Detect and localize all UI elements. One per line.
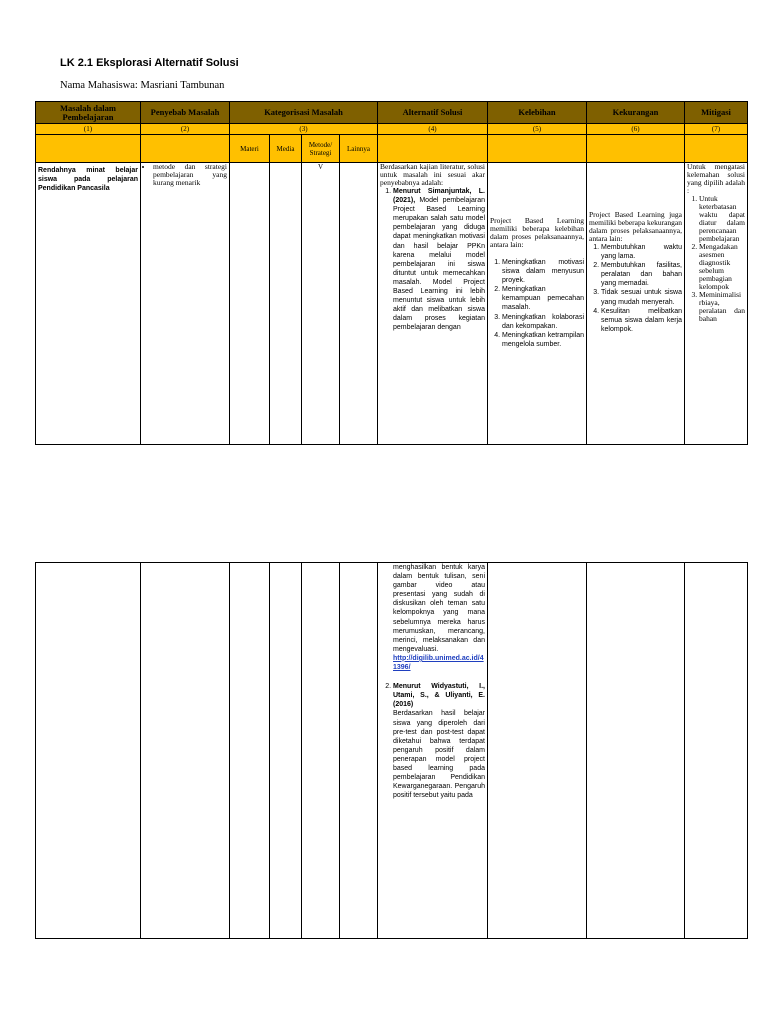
kekurangan-cell: [587, 163, 685, 445]
alternatif-ref: 2. Menurut Widyastuti, I., Utami, S., & Uliyanti, E. (2016): [393, 683, 485, 709]
reference-link[interactable]: http://digilib.unimed.ac.id/41396/: [393, 654, 484, 672]
materi-cell: [230, 163, 270, 445]
subheader-row: [36, 135, 748, 163]
materi-cell: [230, 563, 270, 939]
header-penyebab: Penyebab Masalah: [141, 102, 230, 124]
kelebihan-item: 4. Meningkatkan ketrampilan mengelola sumber.: [502, 331, 584, 349]
kelebihan-item: 1. Meningkatkan motivasi siswa dalam menyusun proyek.: [502, 258, 584, 285]
header-mitigasi: Mitigasi: [685, 102, 748, 124]
subheader-materi: Materi: [230, 135, 270, 163]
alternatif-intro: Berdasarkan kajian literatur, solusi untuk masalah ini sesuai akar penyebabnya adalah:: [380, 162, 485, 187]
mitigasi-item: 1. Untuk keterbatasan waktu dapat diatur dalam perencanaan pembelajaran: [699, 195, 745, 243]
table-row: [36, 563, 748, 939]
header-kekurangan: Kekurangan: [587, 102, 685, 124]
number-cell: (2): [141, 124, 230, 135]
masalah-cell: [36, 563, 141, 939]
alternatif-ref: Menurut Simanjuntak, L. (2021),: [393, 188, 485, 205]
header-kategorisasi: Kategorisasi Masalah: [230, 102, 378, 124]
lainnya-cell: [340, 563, 378, 939]
alternatif-cell: [378, 563, 488, 939]
number-cell: (6): [587, 124, 685, 135]
solution-table-continued: [35, 562, 748, 939]
empty-cell: [36, 135, 141, 163]
number-cell: (4): [378, 124, 488, 135]
empty-cell: [587, 135, 685, 163]
kelebihan-item: 3. Meningkatkan kolaborasi dan kekompakan.: [502, 313, 584, 331]
number-cell: (5): [488, 124, 587, 135]
kekurangan-item: 2. Membutuhkan fasilitas, peralatan dan bahan yang memadai.: [601, 261, 682, 288]
number-cell: (3): [230, 124, 378, 135]
alternatif-item: [393, 187, 485, 333]
masalah-cell: Rendahnya minat belajar siswa pada pelajaran Pendidikan Pancasila: [36, 163, 141, 445]
number-cell: (1): [36, 124, 141, 135]
table-row: [36, 163, 748, 445]
kekurangan-item: 1. Membutuhkan waktu yang lama.: [601, 243, 682, 261]
mitigasi-item: 3. Meminimalisi rbiaya, peralatan dan bahan: [699, 291, 745, 323]
mitigasi-cell: [685, 163, 748, 445]
alternatif-cell: [378, 163, 488, 445]
kekurangan-item: 4. Kesulitan melibatkan semua siswa dalam kerja kelompok.: [601, 307, 682, 334]
number-cell: (7): [685, 124, 748, 135]
empty-cell: [141, 135, 230, 163]
subheader-lainnya: Lainnya: [340, 135, 378, 163]
alternatif-item: [393, 682, 485, 800]
lainnya-cell: [340, 163, 378, 445]
penyebab-cell: [141, 563, 230, 939]
empty-cell: [378, 135, 488, 163]
alternatif-text: Model pembelajaran Project Based Learning merupakan salah satu model pembelajaran yang diduga dapat meningkatkan motivasi dan hasil belajar PPKn karena melalui model pembelajaran ini siswa dituntut untuk memecahkan masalah. Model Project Based Learning ini lebih menuntut siswa untuk lebih aktif dan melibatkan siswa dalam proses kegiatan pembelajaran dengan: [393, 197, 485, 332]
student-name: Nama Mahasiswa: Masriani Tambunan: [60, 80, 225, 91]
metode-cell: [302, 563, 340, 939]
header-kelebihan: Kelebihan: [488, 102, 587, 124]
alternatif-text: Berdasarkan hasil belajar siswa yang diperoleh dari pre-test dan post-test dapat diketahui bahwa terdapat pengaruh positif dalam penerapan model project based learning pada pembelajaran Pendidikan Kewarganegaraan. Pengaruh positif tersebut yaitu pada: [393, 710, 485, 800]
mitigasi-item: 2. Mengadakan asesmen diagnostik sebelum pembagian kelompok: [699, 243, 745, 291]
kekurangan-intro: Project Based Learning juga memiliki beberapa kekurangan dalam proses pelaksanaannya, antara lain:: [589, 210, 682, 243]
page-title: LK 2.1 Eksplorasi Alternatif Solusi: [60, 57, 239, 69]
alternatif-text: menghasilkan bentuk karya dalam bentuk tulisan, seni gambar video atau presentasi yang sudah di diskusikan oleh teman satu kelompoknya yang mana sebelumnya mereka harus merumuskan, merancang, merinci, melaksanakan dan mengevaluasi.: [393, 564, 485, 653]
media-cell: [270, 563, 302, 939]
metode-cell: V: [302, 163, 340, 445]
kelebihan-cell: [488, 563, 587, 939]
header-row: [36, 102, 748, 124]
number-row: [36, 124, 748, 135]
subheader-metode: Metode/ Strategi: [302, 135, 340, 163]
kelebihan-cell: [488, 163, 587, 445]
kelebihan-intro: Project Based Learning memiliki beberapa kelebihan dalam proses pelaksanaannya, antara lain:: [490, 216, 584, 249]
subheader-media: Media: [270, 135, 302, 163]
empty-cell: [685, 135, 748, 163]
penyebab-item: • metode dan strategi pembelajaran yang kurang menarik: [153, 163, 227, 187]
solution-table: [35, 101, 748, 445]
penyebab-cell: [141, 163, 230, 445]
kelebihan-item: 2. Meningkatkan kemampuan pemecahan masalah.: [502, 285, 584, 312]
kekurangan-item: 3. Tidak sesuai untuk siswa yang mudah menyerah.: [601, 288, 682, 306]
mitigasi-intro: Untuk mengatasi kelemahan solusi yang dipilih adalah :: [687, 162, 745, 195]
header-masalah: Masalah dalam Pembelajaran: [36, 102, 141, 124]
mitigasi-cell: [685, 563, 748, 939]
media-cell: [270, 163, 302, 445]
header-alternatif: Alternatif Solusi: [378, 102, 488, 124]
empty-cell: [488, 135, 587, 163]
kekurangan-cell: [587, 563, 685, 939]
